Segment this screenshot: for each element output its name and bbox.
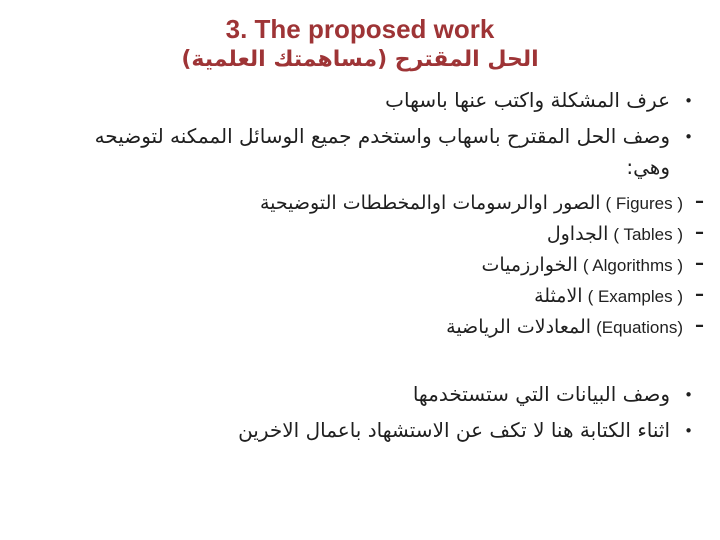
slide-body <box>0 75 720 446</box>
sub-bullet-latin-label: ( Algorithms ) <box>582 256 683 275</box>
slide-title-block <box>0 0 720 75</box>
list-item <box>22 85 704 116</box>
bullet-icon: • <box>684 422 693 440</box>
slide-title-english: 3. The proposed work <box>225 14 495 44</box>
sub-list-item <box>22 281 704 312</box>
sub-bullet-arabic-text: الجداول <box>546 223 609 245</box>
bullet-icon: • <box>684 92 693 110</box>
sub-list-item <box>22 312 704 343</box>
slide-title-arabic: الحل المقترح (مساهمتك العلمية) <box>181 47 539 72</box>
sub-bullet-arabic-text: الامثلة <box>534 285 583 307</box>
bullet-text: وصف الحل المقترح باسهاب واستخدم جميع الوسائل الممكنه لتوضيحه <box>94 124 670 148</box>
bullet-text: اثناء الكتابة هنا لا تكف عن الاستشهاد باعمال الاخرين <box>238 418 670 442</box>
bullet-icon: • <box>684 128 693 146</box>
sub-bullet-arabic-text: الصور اوالرسومات اوالمخططات التوضيحية <box>259 192 601 214</box>
bullet-text: عرف المشكلة واكتب عنها باسهاب <box>385 88 670 112</box>
list-item <box>22 379 704 410</box>
sub-bullet-latin-label: (Equations) <box>596 318 683 337</box>
sub-bullet-latin-label: ( Examples ) <box>587 287 683 306</box>
blank-line <box>22 343 704 379</box>
list-item <box>22 415 704 446</box>
list-item <box>22 121 704 183</box>
sub-bullet-latin-label: ( Tables ) <box>613 225 683 244</box>
dash-icon: – <box>695 284 704 305</box>
sub-bullet-arabic-text: المعادلات الرياضية <box>446 316 592 338</box>
sub-list-item <box>22 250 704 281</box>
sub-bullet-latin-label: ( Figures ) <box>605 194 683 213</box>
dash-icon: – <box>695 253 704 274</box>
bullet-icon: • <box>684 386 693 404</box>
sub-list-item <box>22 219 704 250</box>
bullet-text: وصف البيانات التي ستستخدمها <box>412 382 670 406</box>
bullet-text: وهي: <box>626 155 670 179</box>
dash-icon: – <box>695 315 704 336</box>
dash-icon: – <box>695 222 704 243</box>
dash-icon: – <box>695 191 704 212</box>
sub-list-item <box>22 188 704 219</box>
sub-bullet-arabic-text: الخوارزميات <box>481 254 578 276</box>
